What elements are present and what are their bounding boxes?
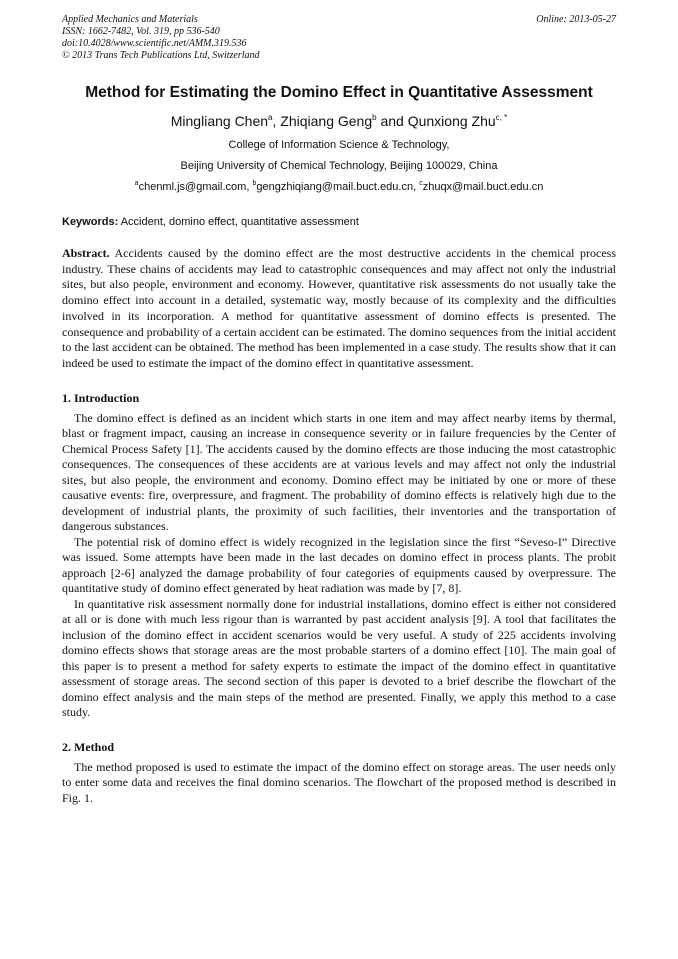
affiliation-line: College of Information Science & Technology,	[228, 139, 450, 151]
email-line: $^a$chenml.js@gmail.com, $^b$gengzhiqiang@mail.buct.edu.cn, $^c$zhuqx@mail.buct.edu.cn	[134, 180, 544, 193]
online-date: Online: 2013-05-27	[536, 14, 616, 25]
abstract	[62, 246, 616, 372]
keywords-label: Keywords:	[62, 216, 119, 228]
email-link: gengzhiqiang@mail.buct.edu.cn	[256, 181, 414, 193]
author-name: Qunxiong Zhu	[407, 113, 496, 129]
section-heading: 2. Method	[62, 739, 114, 754]
email-link: zhuqx@mail.buct.edu.cn	[422, 181, 544, 193]
journal-issn: ISSN: 1662-7482, Vol. 319, pp 536-540	[62, 26, 220, 37]
body-paragraph: In quantitative risk assessment normally done for industrial installations, domino effect is either not considered at all or is done with much less rigour than is warranted by past accident analysis [9]. A tool that facilitates the inclusion of the domino effect in accident scenarios would be very useful. A study of 225 accidents involving domino effects shows that storage areas are the most probable starters of a domino effect [10]. The main goal of this paper is to present a method for safety experts to estimate the impact of the domino effect in quantitative assessment of storage areas. The second section of this paper is devoted to a brief describe the flowchart of the domino effect analysis and the main steps of the method are presented. Finally, we apply this method to a case study.	[62, 596, 616, 720]
email-link: chenml.js@gmail.com	[138, 181, 247, 193]
author-affil-mark: a	[268, 113, 273, 122]
journal-header	[62, 14, 616, 62]
keywords-text: Accident, domino effect, quantitative assessment	[118, 216, 359, 228]
author-affil-mark: b	[372, 113, 377, 122]
affiliation-line: Beijing University of Chemical Technology, Beijing 100029, China	[180, 160, 498, 172]
body-paragraph: The method proposed is used to estimate the impact of the domino effect on storage areas. The user needs only to enter some data and receives the final domino scenarios. The flowchart of the proposed method is described in Fig. 1.	[62, 759, 616, 805]
author-affil-mark: c, *	[495, 113, 508, 122]
author-name: Mingliang Chen	[170, 113, 269, 129]
paper-title: Method for Estimating the Domino Effect in Quantitative Assessment	[85, 84, 593, 101]
journal-copyright: © 2013 Trans Tech Publications Ltd, Switzerland	[62, 50, 260, 61]
affiliation-block	[62, 135, 616, 198]
author-list: Mingliang Chen$^a$, Zhiqiang Geng$^b$ and Qunxiong Zhu$^{c, *}$	[170, 113, 508, 129]
section-heading: 1. Introduction	[62, 390, 140, 405]
abstract-label: Abstract.	[62, 246, 110, 260]
keywords	[62, 215, 616, 229]
body-paragraph: The potential risk of domino effect is widely recognized in the legislation since the first “Seveso-I” Directive was issued. Some attempts have been made in the last decades on domino effect in process plants. The probit approach [2-6] analyzed the damage probability of four categories of equipments caused by overpressure. The quantitative study of domino effect generated by heat radiation was made by [7, 8].	[62, 534, 616, 596]
journal-name: Applied Mechanics and Materials	[62, 14, 198, 25]
body-paragraph: The domino effect is defined as an incident which starts in one item and may affect nearby items by thermal, blast or fragment impact, causing an increase in consequence severity or in failure frequencies by the Center of Chemical Process Safety [1]. The accidents caused by the domino effects are those inducing the most catastrophic consequences. The consequences of these accidents are at various levels and may affect not only the industrial sites, but also people, the environment and economy. Domino effect may be initiated by one or more of these causative events: fire, overpressure, and fragment. The probability of domino effects is relatively high due to the development of industrial plants, the proximity of such facilities, their inventories and the transportation of dangerous substances.	[62, 410, 616, 534]
journal-doi: doi:10.4028/www.scientific.net/AMM.319.536	[62, 38, 247, 49]
abstract-text: Accidents caused by the domino effect are the most destructive accidents in the chemical process industry. These chains of accidents may lead to catastrophic consequences and may affect not only the industrial sites, but also people, environment and economy. However, quantitative risk assessments do not usually take the domino effect into account in a detailed, systematic way, mostly because of its complexity and the difficulties involved in its incorporation. A method for quantitative assessment of domino effects is presented. The consequence and probability of a certain accident can be estimated. The domino sequences from the initial accident to the last accident can be obtained. The method has been implemented in a case study. The results show that it can indeed be used to estimate the impact of the domino effect in quantitative assessment.	[62, 246, 616, 370]
author-name: Zhiqiang Geng	[280, 113, 373, 129]
